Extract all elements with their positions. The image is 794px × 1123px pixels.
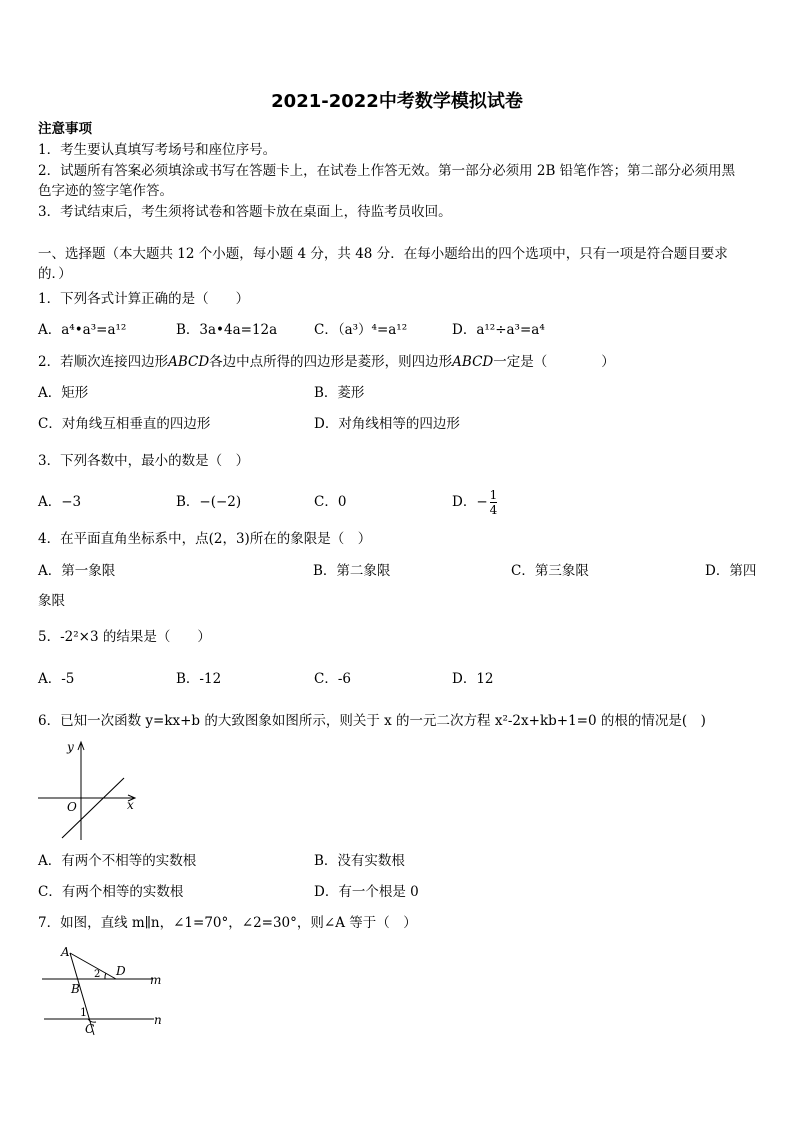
q2-stem-pre: 2．若顺次连接四边形 (38, 354, 169, 370)
q3-option-d (452, 484, 497, 520)
q2-option-c: C．对角线互相垂直的四边形 (38, 416, 211, 432)
q7-stem: 7．如图，直线 m∥n，∠1=70°，∠2=30°，则∠A 等于（ ） (38, 915, 417, 931)
q1-option-b: B．3a•4a=12a (176, 322, 278, 338)
q2-stem-post: 一定是（ ） (493, 354, 615, 370)
q1-stem: 1．下列各式计算正确的是（ ） (38, 291, 250, 307)
notice-heading: 注意事项 (38, 121, 92, 137)
q5-option-b: B．-12 (176, 671, 222, 687)
q6-option-b: B．没有实数根 (314, 853, 405, 869)
q2-option-a: A．矩形 (38, 385, 89, 401)
q2-option-b: B．菱形 (314, 385, 365, 401)
fraction-denominator: 4 (489, 503, 498, 517)
figure-label-a: A (61, 945, 70, 959)
figure-angle-2-label: 2 (94, 969, 101, 980)
figure-label-d: D (116, 964, 126, 978)
q5-option-a: A．-5 (38, 671, 75, 687)
q4-option-b: B．第二象限 (313, 563, 391, 579)
q6-option-c: C．有两个相等的实数根 (38, 884, 184, 900)
q3-option-b: B．−(−2) (176, 494, 242, 510)
q4-stem: 4．在平面直角坐标系中，点(2，3)所在的象限是（ ） (38, 531, 372, 547)
q4-option-d-cont: 象限 (38, 593, 65, 609)
figure-label-b: B (71, 982, 80, 996)
notice-item-1: 1．考生要认真填写考场号和座位序号。 (38, 142, 277, 158)
q6-stem: 6．已知一次函数 y=kx+b 的大致图象如图所示，则关于 x 的一元二次方程 x²-2x+kb+1=0 的根的情况是( ) (38, 713, 706, 729)
graph-x-label: x (127, 798, 134, 812)
q4-option-a: A．第一象限 (38, 563, 116, 579)
q2-abcd-2: ABCD (452, 354, 494, 370)
notice-item-2-cont: 色字迹的签字笔作答。 (38, 183, 173, 199)
q2-abcd-1: ABCD (168, 354, 210, 370)
q1-option-d: D．a¹²÷a³=a⁴ (452, 322, 545, 338)
q2-stem (38, 352, 615, 372)
figure-label-c: C (85, 1022, 95, 1036)
page-title: 2021-2022中考数学模拟试卷 (271, 91, 523, 112)
q1-option-a: A．a⁴•a³=a¹² (38, 322, 127, 338)
figure-label-m: m (150, 973, 162, 987)
fraction-numerator: 1 (489, 488, 498, 502)
q6-option-a: A．有两个不相等的实数根 (38, 853, 197, 869)
q5-option-d: D．12 (452, 671, 494, 687)
q3-option-a: A．−3 (38, 494, 82, 510)
q2-stem-mid: 各边中点所得的四边形是菱形，则四边形 (209, 354, 453, 370)
q5-stem: 5．-2²×3 的结果是（ ） (38, 629, 211, 645)
q7-parallel-lines-figure (36, 942, 172, 1038)
figure-angle-1-label: 1 (80, 1006, 87, 1019)
q2-option-d: D．对角线相等的四边形 (314, 416, 460, 432)
figure-label-n: n (154, 1013, 162, 1027)
q3-option-d-fraction (490, 488, 498, 517)
notice-item-2: 2．试题所有答案必须填涂或书写在答题卡上，在试卷上作答无效。第一部分必须用 2B 铅笔作答；第二部分必须用黑 (38, 163, 736, 179)
section-heading: 一、选择题（本大题共 12 个小题，每小题 4 分，共 48 分．在每小题给出的四个选项中，只有一项是符合题目要求 (38, 246, 728, 262)
graph-origin-label: O (67, 800, 77, 814)
q6-option-d: D．有一个根是 0 (314, 884, 419, 900)
q3-option-d-prefix: D．− (452, 494, 488, 510)
q5-option-c: C．-6 (314, 671, 351, 687)
section-heading-cont: 的．） (38, 266, 72, 282)
angle-2-arc (105, 973, 106, 979)
q3-stem: 3．下列各数中，最小的数是（ ） (38, 453, 250, 469)
notice-item-3: 3．考试结束后，考生须将试卷和答题卡放在桌面上，待监考员收回。 (38, 204, 452, 220)
q6-function-graph (34, 738, 144, 842)
q1-option-c: C．（a³）⁴=a¹² (314, 322, 408, 338)
graph-y-label: y (67, 740, 74, 754)
q4-option-c: C．第三象限 (511, 563, 589, 579)
q3-option-c: C．0 (314, 494, 347, 510)
q4-option-d: D．第四 (705, 563, 757, 579)
